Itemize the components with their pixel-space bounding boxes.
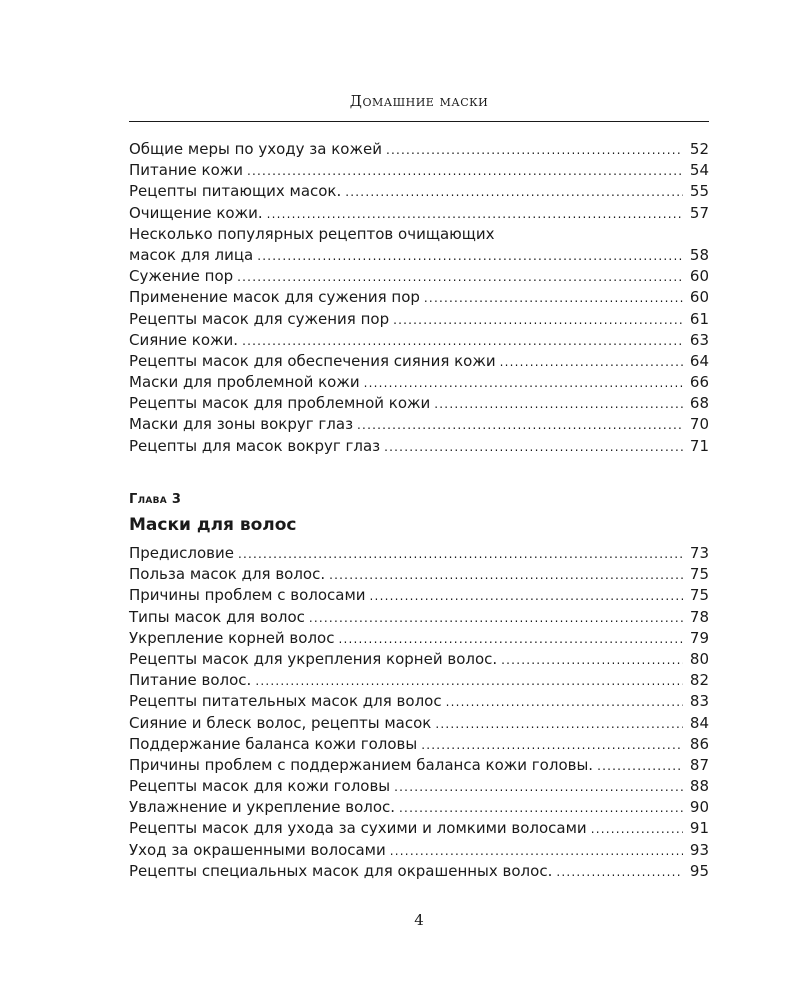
dot-leader	[390, 841, 683, 862]
toc-entry-title: Рецепты специальных масок для окрашенных волос.	[129, 861, 553, 880]
dot-leader	[255, 671, 683, 692]
toc-entry-title: Рецепты для масок вокруг глаз	[129, 436, 381, 455]
toc-entry-title: Причины проблем с поддержанием баланса кожи головы.	[129, 755, 594, 774]
toc-entry-page-number: 84	[689, 713, 709, 732]
toc-entry	[129, 266, 709, 287]
toc-entry-title: Рецепты масок для обеспечения сияния кожи	[129, 351, 496, 370]
dot-leader	[370, 586, 683, 607]
toc-entry-title: Увлажнение и укрепление волос.	[129, 798, 396, 817]
toc-entry-page-number: 78	[689, 607, 709, 626]
toc-entry	[129, 436, 709, 457]
page-number: 4	[414, 911, 424, 929]
toc-entry-title: Сияние кожи.	[129, 330, 239, 349]
toc-entry-page-number: 58	[689, 245, 709, 264]
toc-entry	[129, 139, 709, 160]
dot-leader	[597, 756, 683, 777]
toc-section-skin	[129, 139, 709, 457]
toc-entry-title: Поддержание баланса кожи головы	[129, 734, 418, 753]
toc-entry	[129, 330, 709, 351]
toc-entry-page-number: 75	[689, 586, 709, 605]
toc-entry-page-number: 57	[689, 203, 709, 222]
toc-entry	[129, 755, 709, 776]
toc-entry-page-number: 79	[689, 628, 709, 647]
dot-leader	[591, 819, 683, 840]
dot-leader	[421, 735, 683, 756]
toc-entry-page-number: 82	[689, 671, 709, 690]
toc-entry-title: Уход за окрашенными волосами	[129, 840, 386, 859]
dot-leader	[247, 161, 683, 182]
dot-leader	[309, 608, 683, 629]
toc-entry	[129, 649, 709, 670]
dot-leader	[424, 288, 683, 309]
toc-entry-page-number: 60	[689, 288, 709, 307]
toc-entry-page-number: 91	[689, 819, 709, 838]
toc-entry-title: Общие меры по уходу за кожей	[129, 140, 382, 158]
toc-entry	[129, 203, 709, 224]
dot-leader	[393, 310, 683, 331]
dot-leader	[399, 798, 683, 819]
toc-entry	[129, 309, 709, 330]
toc-entry-page-number: 87	[689, 755, 709, 774]
dot-leader	[386, 140, 683, 161]
toc-entry-title: Предисловие	[129, 544, 234, 562]
toc-entry-page-number: 73	[689, 544, 709, 562]
toc-entry-title: Сужение пор	[129, 267, 234, 286]
dot-leader	[338, 629, 683, 650]
header-rule	[129, 121, 709, 122]
toc-entry	[129, 818, 709, 839]
toc-section-hair	[129, 543, 709, 882]
toc-entry	[129, 734, 709, 755]
toc-entry	[129, 713, 709, 734]
dot-leader	[267, 204, 683, 225]
toc-entry	[129, 245, 709, 266]
toc-entry-title: Рецепты масок для сужения пор	[129, 309, 390, 328]
toc-entry	[129, 160, 709, 181]
toc-entry-title: Рецепты питающих масок.	[129, 182, 342, 201]
toc-entry-title: Причины проблем с волосами	[129, 586, 366, 605]
toc-entry	[129, 393, 709, 414]
toc-entry-title: Питание волос.	[129, 671, 252, 690]
dot-leader	[329, 565, 683, 586]
toc-entry	[129, 564, 709, 585]
dot-leader	[242, 331, 683, 352]
toc-entry-page-number: 64	[689, 351, 709, 370]
toc-entry-page-number: 54	[689, 161, 709, 180]
dot-leader	[434, 394, 683, 415]
toc-entry	[129, 181, 709, 202]
toc-entry-title: Типы масок для волос	[129, 607, 305, 626]
toc-entry-page-number: 55	[689, 182, 709, 201]
toc-entry-title: Применение масок для сужения пор	[129, 288, 420, 307]
toc-entry-title: Маски для проблемной кожи	[129, 373, 360, 392]
toc-entry	[129, 607, 709, 628]
toc-entry-page-number: 60	[689, 267, 709, 286]
toc-entry-title: масок для лица	[129, 245, 254, 264]
dot-leader	[556, 862, 683, 883]
toc-entry-page-number: 93	[689, 840, 709, 859]
toc-entry	[129, 287, 709, 308]
toc-entry	[129, 861, 709, 882]
toc-entry-title-line: Несколько популярных рецептов очищающих	[129, 224, 495, 243]
toc-entry-title: Питание кожи	[129, 161, 244, 180]
toc-entry-page-number: 63	[689, 330, 709, 349]
toc-entry	[129, 585, 709, 606]
toc-entry	[129, 691, 709, 712]
dot-leader	[238, 544, 683, 565]
dot-leader	[345, 182, 683, 203]
dot-leader	[364, 373, 683, 394]
toc-entry-title: Рецепты масок для проблемной кожи	[129, 394, 431, 413]
toc-entry-page-number: 83	[689, 692, 709, 711]
dot-leader	[435, 714, 683, 735]
book-page	[129, 0, 709, 1000]
toc-entry-title: Рецепты масок для укрепления корней волос.	[129, 649, 498, 668]
dot-leader	[237, 267, 683, 288]
toc-entry	[129, 543, 709, 564]
toc-entry-title: Рецепты масок для кожи головы	[129, 777, 391, 796]
toc-entry	[129, 628, 709, 649]
toc-entry-page-number: 75	[689, 565, 709, 584]
dot-leader	[357, 415, 683, 436]
toc-entry	[129, 351, 709, 372]
toc-entry	[129, 840, 709, 861]
chapter-title: Маски для волос	[129, 515, 297, 535]
toc-entry-page-number: 86	[689, 734, 709, 753]
dot-leader	[384, 437, 683, 458]
dot-leader	[446, 692, 683, 713]
toc-entry-page-number: 68	[689, 394, 709, 413]
dot-leader	[257, 246, 683, 267]
toc-entry-page-number: 66	[689, 373, 709, 392]
dot-leader	[501, 650, 683, 671]
toc-entry	[129, 797, 709, 818]
dot-leader	[500, 352, 683, 373]
toc-entry-title: Рецепты питательных масок для волос	[129, 692, 442, 711]
toc-entry-title: Укрепление корней волос	[129, 628, 335, 647]
chapter-label: Глава 3	[129, 492, 182, 507]
toc-entry-page-number: 90	[689, 798, 709, 817]
toc-entry	[129, 776, 709, 797]
dot-leader	[394, 777, 683, 798]
toc-entry	[129, 372, 709, 393]
toc-entry-page-number: 61	[689, 309, 709, 328]
toc-entry-page-number: 71	[689, 436, 709, 455]
toc-entry-page-number: 80	[689, 649, 709, 668]
toc-entry-title: Рецепты масок для ухода за сухими и ломкими волосами	[129, 819, 587, 838]
toc-entry-title: Сияние и блеск волос, рецепты масок	[129, 713, 432, 732]
toc-entry-page-number: 52	[689, 140, 709, 158]
toc-entry-title: Маски для зоны вокруг глаз	[129, 415, 354, 434]
running-header: Домашние маски	[349, 92, 489, 110]
toc-entry	[129, 414, 709, 435]
toc-entry-page-number: 95	[689, 861, 709, 880]
toc-entry-page-number: 88	[689, 777, 709, 796]
toc-entry-title: Польза масок для волос.	[129, 565, 326, 584]
toc-entry-title: Очищение кожи.	[129, 203, 263, 222]
toc-entry-page-number: 70	[689, 415, 709, 434]
toc-entry	[129, 670, 709, 691]
